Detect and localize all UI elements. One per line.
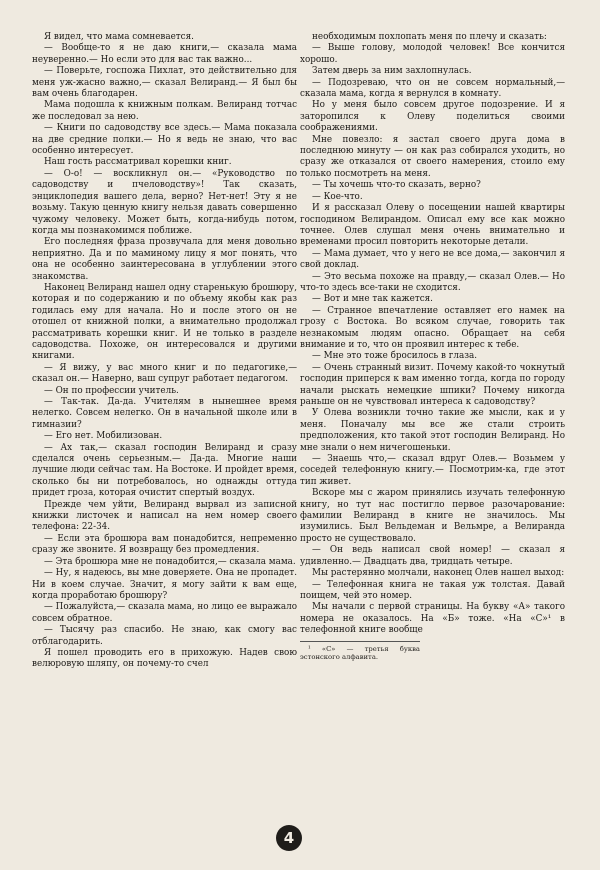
paragraph: Но у меня было совсем другое подозрение. И я заторопился к Олеву поделиться своими соображениями. [300,100,565,134]
paragraph: У Олева возникли точно такие же мысли, как и у меня. Поначалу мы все же стали строить предположения, кто такой этот господин Велиранд. Но мне знали о нем ничегошеньки. [300,408,565,453]
paragraph: — Поверьте, госпожа Пихлат, это действительно для меня уж-жасно важно,— сказал Велиранд.— Я был бы вам очень благодарен. [32,66,297,100]
paragraph: — Вообще-то я не даю книги,— сказала мама неуверенно.— Но если это для вас так важно... [32,43,297,65]
paragraph: Мне повезло: я застал своего друга дома в последнюю минуту — он как раз собирался уходить, но сразу же отказался от своего намерения, стоило ему только посмотреть на меня. [300,134,565,179]
right-paragraphs [300,32,565,637]
paragraph: — Это весьма похоже на правду,— сказал Олев.— Но что-то здесь все-таки не сходится. [300,271,565,293]
paragraph: — Телефонная книга не такая уж толстая. Давай поищем, чей это номер. [300,579,565,601]
paragraph: — Ты хочешь что-то сказать, верно? [312,180,481,191]
paragraph: Мы начали с первой страницы. На букву «А» такого номера не оказалось. На «Б» тоже. «На «С»¹ в телефонной книге вообще [300,602,565,636]
footnote: ¹ «С» — третья буква эстонского алфавита. [300,641,420,662]
paragraph: — Его нет. Мобилизован. [44,431,163,442]
paragraph: — Очень странный визит. Почему какой-то чокнутый господин приперся к вам именно тогда, когда по городу начали рыскать немецкие шпики? Почему никогда раньше он не чувствовал интереса к садоводству? [300,362,565,407]
paragraph: Его последняя фраза прозвучала для меня довольно неприятно. Да и по маминому лицу я мог понять, что она не особенно заинтересована в углублении этого знакомства. [32,237,297,282]
paragraph: — Если эта брошюра вам понадобится, непременно сразу же звоните. Я возвращу без промедления. [32,533,297,556]
paragraph: — Ну, я надеюсь, вы мне доверяете. Она не пропадет. Ни в коем случае. Значит, я могу зайти к вам еще, когда проработаю брошюру? [32,568,297,601]
paragraph: — Странное впечатление оставляет его намек на грозу с Востока. Во всяком случае, говорить так незнакомым людям опасно. Обращает на себя внимание и то, что он проявил интерес к тебе. [300,305,565,350]
paragraph: — Знаешь что,— сказал вдруг Олев.— Возьмем у соседей телефонную книгу.— Посмотрим-ка, где этот тип живет. [300,454,565,487]
page-number: 4 [276,825,302,851]
paragraph: необходимым похлопать меня по плечу и сказать: [312,32,547,42]
paragraph: Мы растерянно молчали, наконец Олев нашел выход: [312,568,565,579]
paragraph: — Он по профессии учитель. [44,385,179,396]
paragraph: — Он ведь написал свой номер! — сказал я удивленно.— Двадцать два, тридцать четыре. [300,545,565,567]
paragraph: — Я вижу, у вас много книг и по педагогике,— сказал он.— Наверно, ваш супруг работает педагогом. [32,362,297,385]
paragraph: — Так-так. Да-да. Учителям в нынешнее время нелегко. Совсем нелегко. Он в начальной школе или в гимназии? [32,397,297,430]
paragraph: — Тысячу раз спасибо. Не знаю, как смогу вас отблагодарить. [32,625,297,647]
paragraph: Прежде чем уйти, Велиранд вырвал из записной книжки листочек и написал на нем номер своего телефона: 22-34. [32,499,297,533]
paragraph: Мама подошла к книжным полкам. Велиранд тотчас же последовал за нею. [32,100,297,122]
paragraph: — Кое-что. [312,191,363,202]
paragraph: — Выше голову, молодой человек! Все кончится хорошо. [300,43,565,65]
paragraph: — Эта брошюра мне не понадобится,— сказала мама. [44,556,296,567]
paragraph: — Пожалуйста,— сказала мама, но лицо ее выражало совсем обратное. [32,602,297,624]
paragraph: — О-о! — воскликнул он.— «Руководство по садоводству и пчеловодству»! Так сказать, энциклопедия вашего дела, верно? Нет-нет! Эту я не возьму. Такую ценную книгу нельзя давать совершенно чужому человеку. Может быть, когда-нибудь потом, когда мы познакомимся поближе. [32,168,297,236]
paragraph: — Ах так,— сказал господин Велиранд и сразу сделался очень серьезным.— Да-да. Многие наши лучшие люди сейчас там. На Востоке. И пройдет время, сколько бы ни потребовалось, но однажды оттуда придет гроза, которая очистит спертый воздух. [32,442,297,499]
paragraph: Затем дверь за ним захлопнулась. [312,66,472,77]
paragraph: Я видел, что мама сомневается. [44,32,194,42]
paragraph: — Мне это тоже бросилось в глаза. [312,351,478,362]
paragraph: Вскоре мы с жаром принялись изучать телефонную книгу, но тут нас постигло первое разочарование: фамилии Велиранд в книге не значилось. Мы изумились. Был Вельдеман и Вельмре, а Велиранда просто не существовало. [300,488,565,544]
paragraph: — Вот и мне так кажется. [312,294,433,305]
paragraph: Наш гость рассматривал корешки книг. [44,157,232,168]
paragraph: — Мама думает, что у него не все дома,— закончил я свой доклад. [300,248,565,271]
right-text-column [300,32,565,662]
paragraph: Наконец Велиранд нашел одну старенькую брошюру, которая и по содержанию и по объему якобы как раз годилась ему для начала. Но и после этого он не отошел от книжной полки, а внимательно продолжал рассматривать корешки книг. И не только в разделе садоводства. Похоже, он интересовался и другими книгами. [32,282,297,362]
paragraph: — Подозреваю, что он не совсем нормальный,— сказала мама, когда я вернулся в комнату. [300,77,565,100]
paragraph: — Книги по садоводству все здесь.— Мама показала на две средние полки.— Но я ведь не знаю, что вас особенно интересует. [32,123,297,157]
paragraph: Я пошел проводить его в прихожую. Надев свою велюровую шляпу, он почему-то счел [32,647,297,670]
left-text-column [32,32,297,671]
paragraph: И я рассказал Олеву о посещении нашей квартиры господином Велирандом. Описал ему все как можно точнее. Олев слушал меня очень внимательно и временами просил повторить некоторые детали. [300,203,565,248]
